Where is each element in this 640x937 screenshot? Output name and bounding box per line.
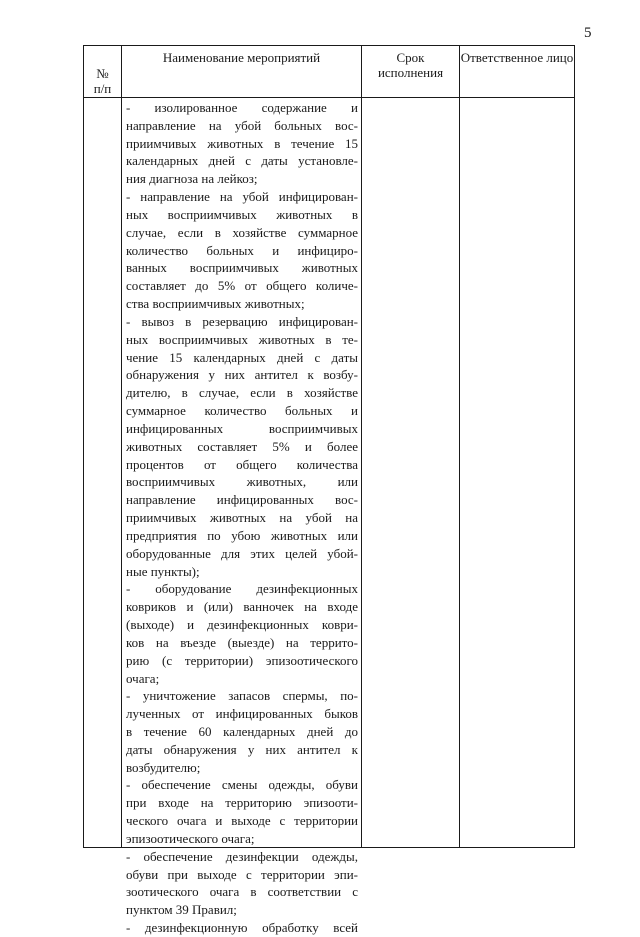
measure-line: обуви при выходе с территории эпи- [126,866,358,882]
measure-line: приимчивых животных в течение 15 [126,135,358,151]
measure-line: - уничтожение запасов спермы, по- [126,688,358,704]
page-number: 5 [584,25,592,41]
measure-line: инфицированных восприимчивых [126,420,358,436]
measure-line: дителю, в случае, если в хозяйстве [126,385,358,401]
measure-line: при входе на территорию эпизооти- [126,795,358,811]
measure-line: - оборудование дезинфекционных [126,581,358,597]
measure-line: пунктом 39 Правил; [126,902,237,918]
measure-line: ковриков и (или) ванночек на входе [126,599,358,615]
measure-line: ков на въезде (выезде) на террито- [126,634,358,650]
measure-line: календарных дней с даты установле- [126,153,358,169]
measure-line: приимчивых животных на убой на [126,510,358,526]
measure-line: - обеспечение смены одежды, обуви [126,777,358,793]
table-left-border [83,45,84,848]
measure-line: случае, если в хозяйстве суммарное [126,224,358,240]
measure-line: составляет до 5% от общего количе- [126,278,358,294]
measure-line: - изолированное содержание и [126,100,358,115]
header-responsible: Ответственное лицо [460,50,574,65]
measures-cell [126,99,358,937]
column-divider-2 [361,45,362,848]
header-term-line-1: Срок [396,50,425,65]
header-name: Наименование мероприятий [162,50,321,65]
measure-line: предприятия по убою животных или [126,527,358,543]
measure-line: ных восприимчивых животных в [126,206,358,222]
measure-line: - вывоз в резервацию инфицирован- [126,313,358,329]
measure-line: - дезинфекционную обработку всей [126,920,358,936]
measure-line: количество больных и инфициро- [126,242,358,258]
table-header-divider [83,97,575,98]
measure-line: направление на убой больных вос- [126,117,358,133]
measure-line: - обеспечение дезинфекции одежды, [126,848,358,864]
measure-line: оборудованные для этих целей убой- [126,545,358,561]
measure-line: ства восприимчивых животных; [126,296,305,312]
header-number-line-2: п/п [93,81,112,96]
measure-line: ных восприимчивых животных в те- [126,331,358,347]
measure-line: восприимчивых животных, или [126,474,358,490]
measure-line: зоотического очага в соответствии с [126,884,358,900]
table-top-border [83,45,575,46]
measure-line: обнаружения у них антител к возбу- [126,367,358,383]
measure-line: чение 15 календарных дней с даты [126,349,358,365]
measure-line: лученных от инфицированных быков [126,706,358,722]
measure-line: возбудителю; [126,759,201,775]
measure-line: процентов от общего количества [126,456,358,472]
measure-line: ния диагноза на лейкоз; [126,171,258,187]
table-right-border [574,45,575,848]
measure-line: (выходе) и дезинфекционных коври- [126,617,358,633]
measure-line: очага; [126,670,160,686]
column-divider-1 [121,45,122,848]
measure-line: ческого очага и выходе с территории [126,813,358,829]
measure-line: животных составляет 5% и более [126,438,358,454]
measure-line: направление инфицированных вос- [126,492,358,508]
measure-line: - направление на убой инфицирован- [126,189,358,205]
measure-line: эпизоотического очага; [126,830,255,846]
measure-line: в течение 60 календарных дней до [126,723,358,739]
header-number-line-1: № [96,66,109,81]
measure-line: даты обнаружения у них антител к [126,741,358,757]
header-term-line-2: исполнения [377,65,444,80]
measure-line: суммарное количество больных и [126,403,358,419]
measure-line: ные пункты); [126,563,200,579]
column-divider-3 [459,45,460,848]
measure-line: ванных восприимчивых животных [126,260,358,276]
measure-line: рию (с территории) эпизоотического [126,652,358,668]
